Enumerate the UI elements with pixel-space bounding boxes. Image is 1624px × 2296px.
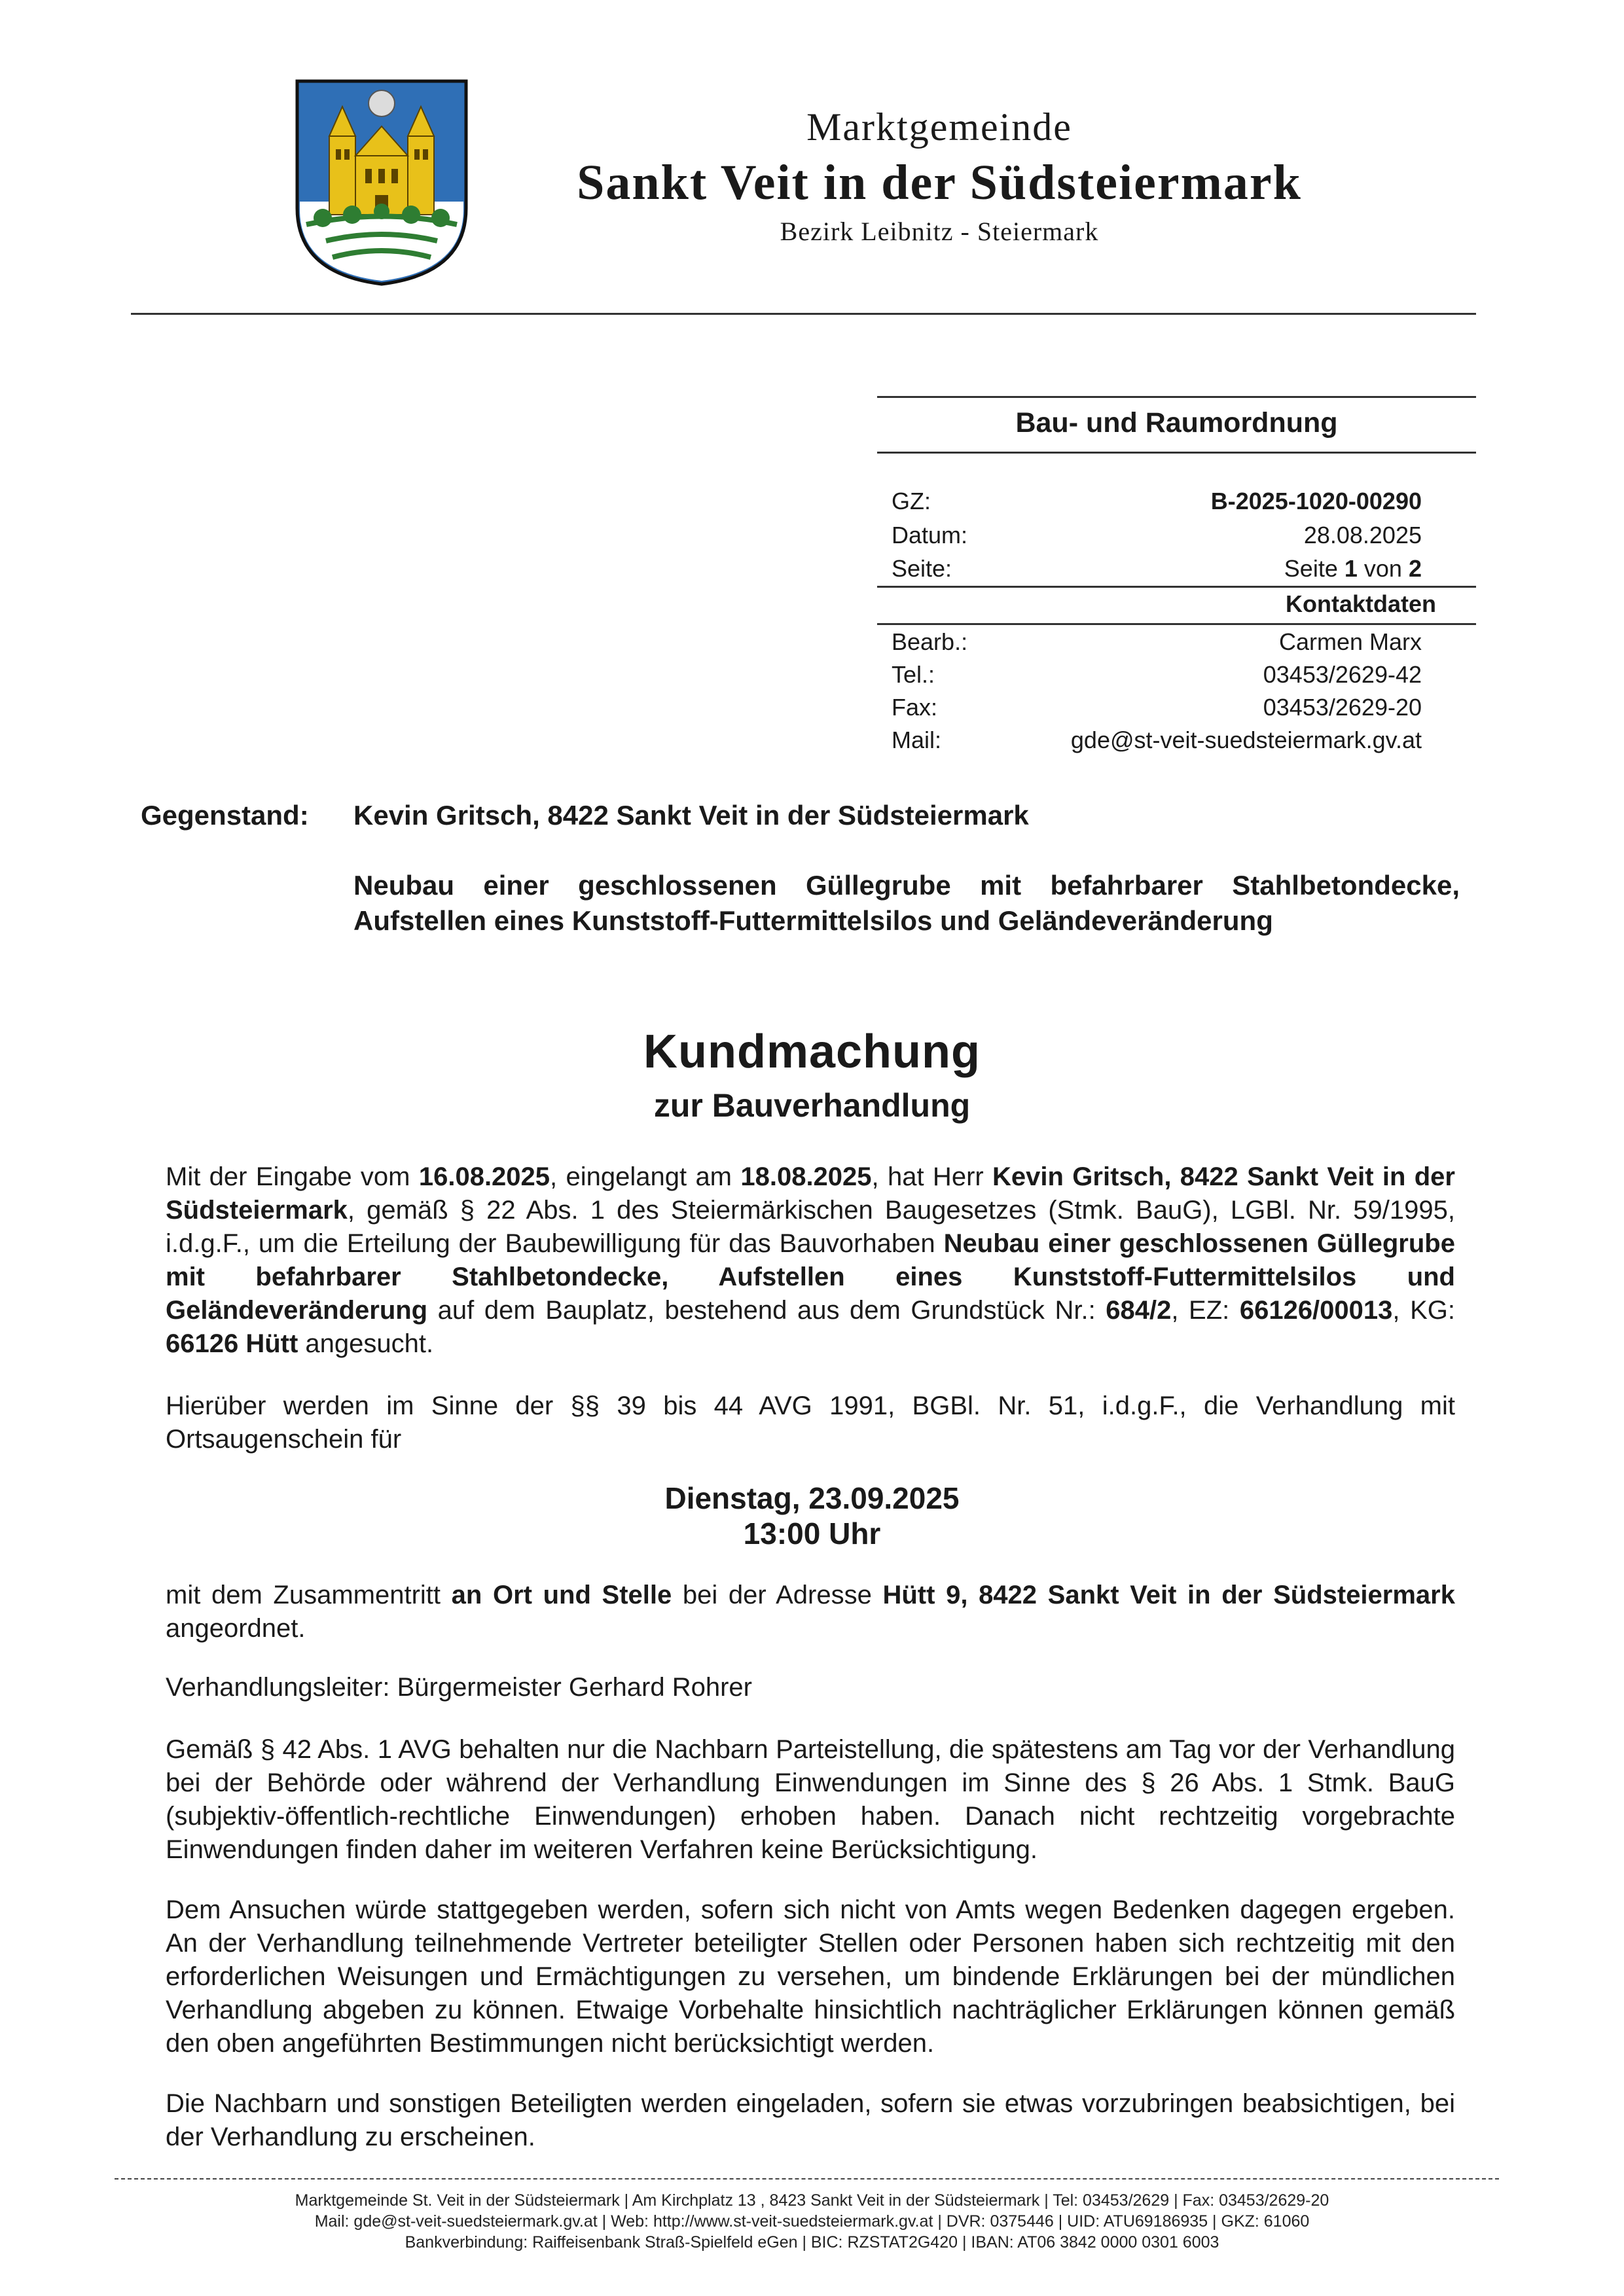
paragraph-location: mit dem Zusammentritt an Ort und Stelle bei der Adresse Hütt 9, 8422 Sankt Veit in der Südsteiermark angeordnet. xyxy=(166,1581,1455,1643)
org-district: Bezirk Leibnitz - Steiermark xyxy=(780,217,1099,246)
gz-value: B-2025-1020-00290 xyxy=(1210,488,1422,514)
department: Bau- und Raumordnung xyxy=(1015,407,1338,439)
fax-row xyxy=(892,694,1422,726)
tel-row xyxy=(892,661,1422,694)
seite-row xyxy=(892,555,1422,588)
datum-value: 28.08.2025 xyxy=(1303,522,1422,548)
info-top-rule xyxy=(877,396,1476,398)
paragraph-application: Mit der Eingabe vom 16.08.2025, eingelangt am 18.08.2025, hat Herr Kevin Gritsch, 8422 Sankt Veit in der Südsteiermark, gemäß § 22 Abs. 1 des Steiermärkischen Baugesetzes (Stmk. BauG), LGBl. Nr. 59/1995, i.d.g.F., um die Erteilung der Baubewilligung für das Bauvorhaben Neubau einer geschlossenen Güllegrube mit befahrbarer Stahlbetondecke, Aufstellen eines Kunststoff-Futtermittelsilos und Geländeveränderung auf dem Bauplatz, bestehend aus dem Grundstück Nr.: 684/2, EZ: 66126/00013, KG: 66126 Hütt angesucht. xyxy=(166,1162,1455,1358)
subject-label: Gegenstand: xyxy=(141,800,309,831)
footer-address: Marktgemeinde St. Veit in der Südsteiermark | Am Kirchplatz 13 , 8423 Sankt Veit in der Südsteiermark | Tel: 03453/2629 | Fax: 03453/2629-20 xyxy=(295,2191,1329,2210)
document-title: Kundmachung xyxy=(643,1026,981,1078)
bearb-row xyxy=(892,628,1422,661)
paragraph-objections: Gemäß § 42 Abs. 1 AVG behalten nur die Nachbarn Parteistellung, die spätestens am Tag vor der Verhandlung bei der Behörde oder während der Verhandlung Einwendungen im Sinne des § 26 Abs. 1 Stmk. BauG (subjektiv-öffentlich-rechtliche Einwendungen) erhoben haben. Danach nicht rechtzeitig vorgebrachte Einwendungen finden daher im weiteren Verfahren keine Berücksichtigung. xyxy=(166,1735,1455,1864)
datum-row xyxy=(892,522,1422,554)
mail-label: Mail: xyxy=(892,726,942,753)
bearb-value: Carmen Marx xyxy=(1278,628,1422,655)
seite-label: Seite: xyxy=(892,555,952,582)
subject-project: Neubau einer geschlossenen Güllegrube mit befahrbarer Stahlbetondecke, Aufstellen eines Kunststoff-Futtermittelsilos und Geländeveränderung xyxy=(353,870,1460,936)
hearing-time: 13:00 Uhr xyxy=(743,1516,881,1551)
mail-row xyxy=(892,726,1422,759)
seite-total: 2 xyxy=(1408,555,1422,582)
paragraph-leader: Verhandlungsleiter: Bürgermeister Gerhard Rohrer xyxy=(166,1673,752,1702)
municipal-crest-icon xyxy=(293,77,470,287)
subject-applicant: Kevin Gritsch, 8422 Sankt Veit in der Südsteiermark xyxy=(353,800,1029,831)
paragraph-consent: Dem Ansuchen würde stattgegeben werden, sofern sich nicht von Amts wegen Bedenken dagegen ergeben. An der Verhandlung teilnehmende Vertreter beteiligter Stellen oder Personen haben sich rechtzeitig mit den erforderlichen Weisungen und Ermächtigungen zu versehen, um bindende Erklärungen bei der mündlichen Verhandlung abgeben zu können. Etwaige Vorbehalte hinsichtlich nachträglicher Erklärungen können gemäß den oben angeführten Bestimmungen nicht berücksichtigt werden. xyxy=(166,1895,1455,2058)
kontakt-heading: Kontaktdaten xyxy=(1285,590,1436,617)
paragraph-invitation: Die Nachbarn und sonstigen Beteiligten werden eingeladen, sofern sie etwas vorzubringen beabsichtigen, bei der Verhandlung zu erscheinen. xyxy=(166,2089,1455,2151)
org-name: Sankt Veit in der Südsteiermark xyxy=(577,155,1302,210)
info-kontakt-rule xyxy=(877,623,1476,625)
footer-contact: Mail: gde@st-veit-suedsteiermark.gv.at | Web: http://www.st-veit-suedsteiermark.gv.at | DVR: 0375446 | UID: ATU69186935 | GKZ: 61060 xyxy=(314,2212,1310,2231)
seite-word: Seite xyxy=(1284,555,1338,582)
fax-value: 03453/2629-20 xyxy=(1263,694,1422,721)
paragraph-hearing: Hierüber werden im Sinne der §§ 39 bis 44 AVG 1991, BGBl. Nr. 51, i.d.g.F., die Verhandlung mit Ortsaugenschein für xyxy=(166,1391,1455,1454)
footer-divider xyxy=(115,2178,1499,2179)
info-dept-rule xyxy=(877,452,1476,454)
header-divider xyxy=(131,313,1476,315)
document-subtitle: zur Bauverhandlung xyxy=(653,1087,971,1124)
tel-label: Tel.: xyxy=(892,661,935,688)
seite-of: von xyxy=(1363,555,1402,582)
fax-label: Fax: xyxy=(892,694,938,721)
info-seite-rule xyxy=(877,586,1476,588)
bearb-label: Bearb.: xyxy=(892,628,968,655)
gz-row xyxy=(892,488,1422,520)
tel-value: 03453/2629-42 xyxy=(1263,661,1422,688)
gz-label: GZ: xyxy=(892,488,931,514)
seite-num: 1 xyxy=(1344,555,1358,582)
org-type: Marktgemeinde xyxy=(806,105,1072,149)
seite-value xyxy=(1284,555,1422,583)
footer-bank: Bankverbindung: Raiffeisenbank Straß-Spielfeld eGen | BIC: RZSTAT2G420 | IBAN: AT06 3842 0000 0301 6003 xyxy=(405,2233,1219,2251)
mail-value[interactable]: gde@st-veit-suedsteiermark.gv.at xyxy=(1070,726,1422,753)
datum-label: Datum: xyxy=(892,522,968,548)
hearing-date: Dienstag, 23.09.2025 xyxy=(664,1481,960,1515)
